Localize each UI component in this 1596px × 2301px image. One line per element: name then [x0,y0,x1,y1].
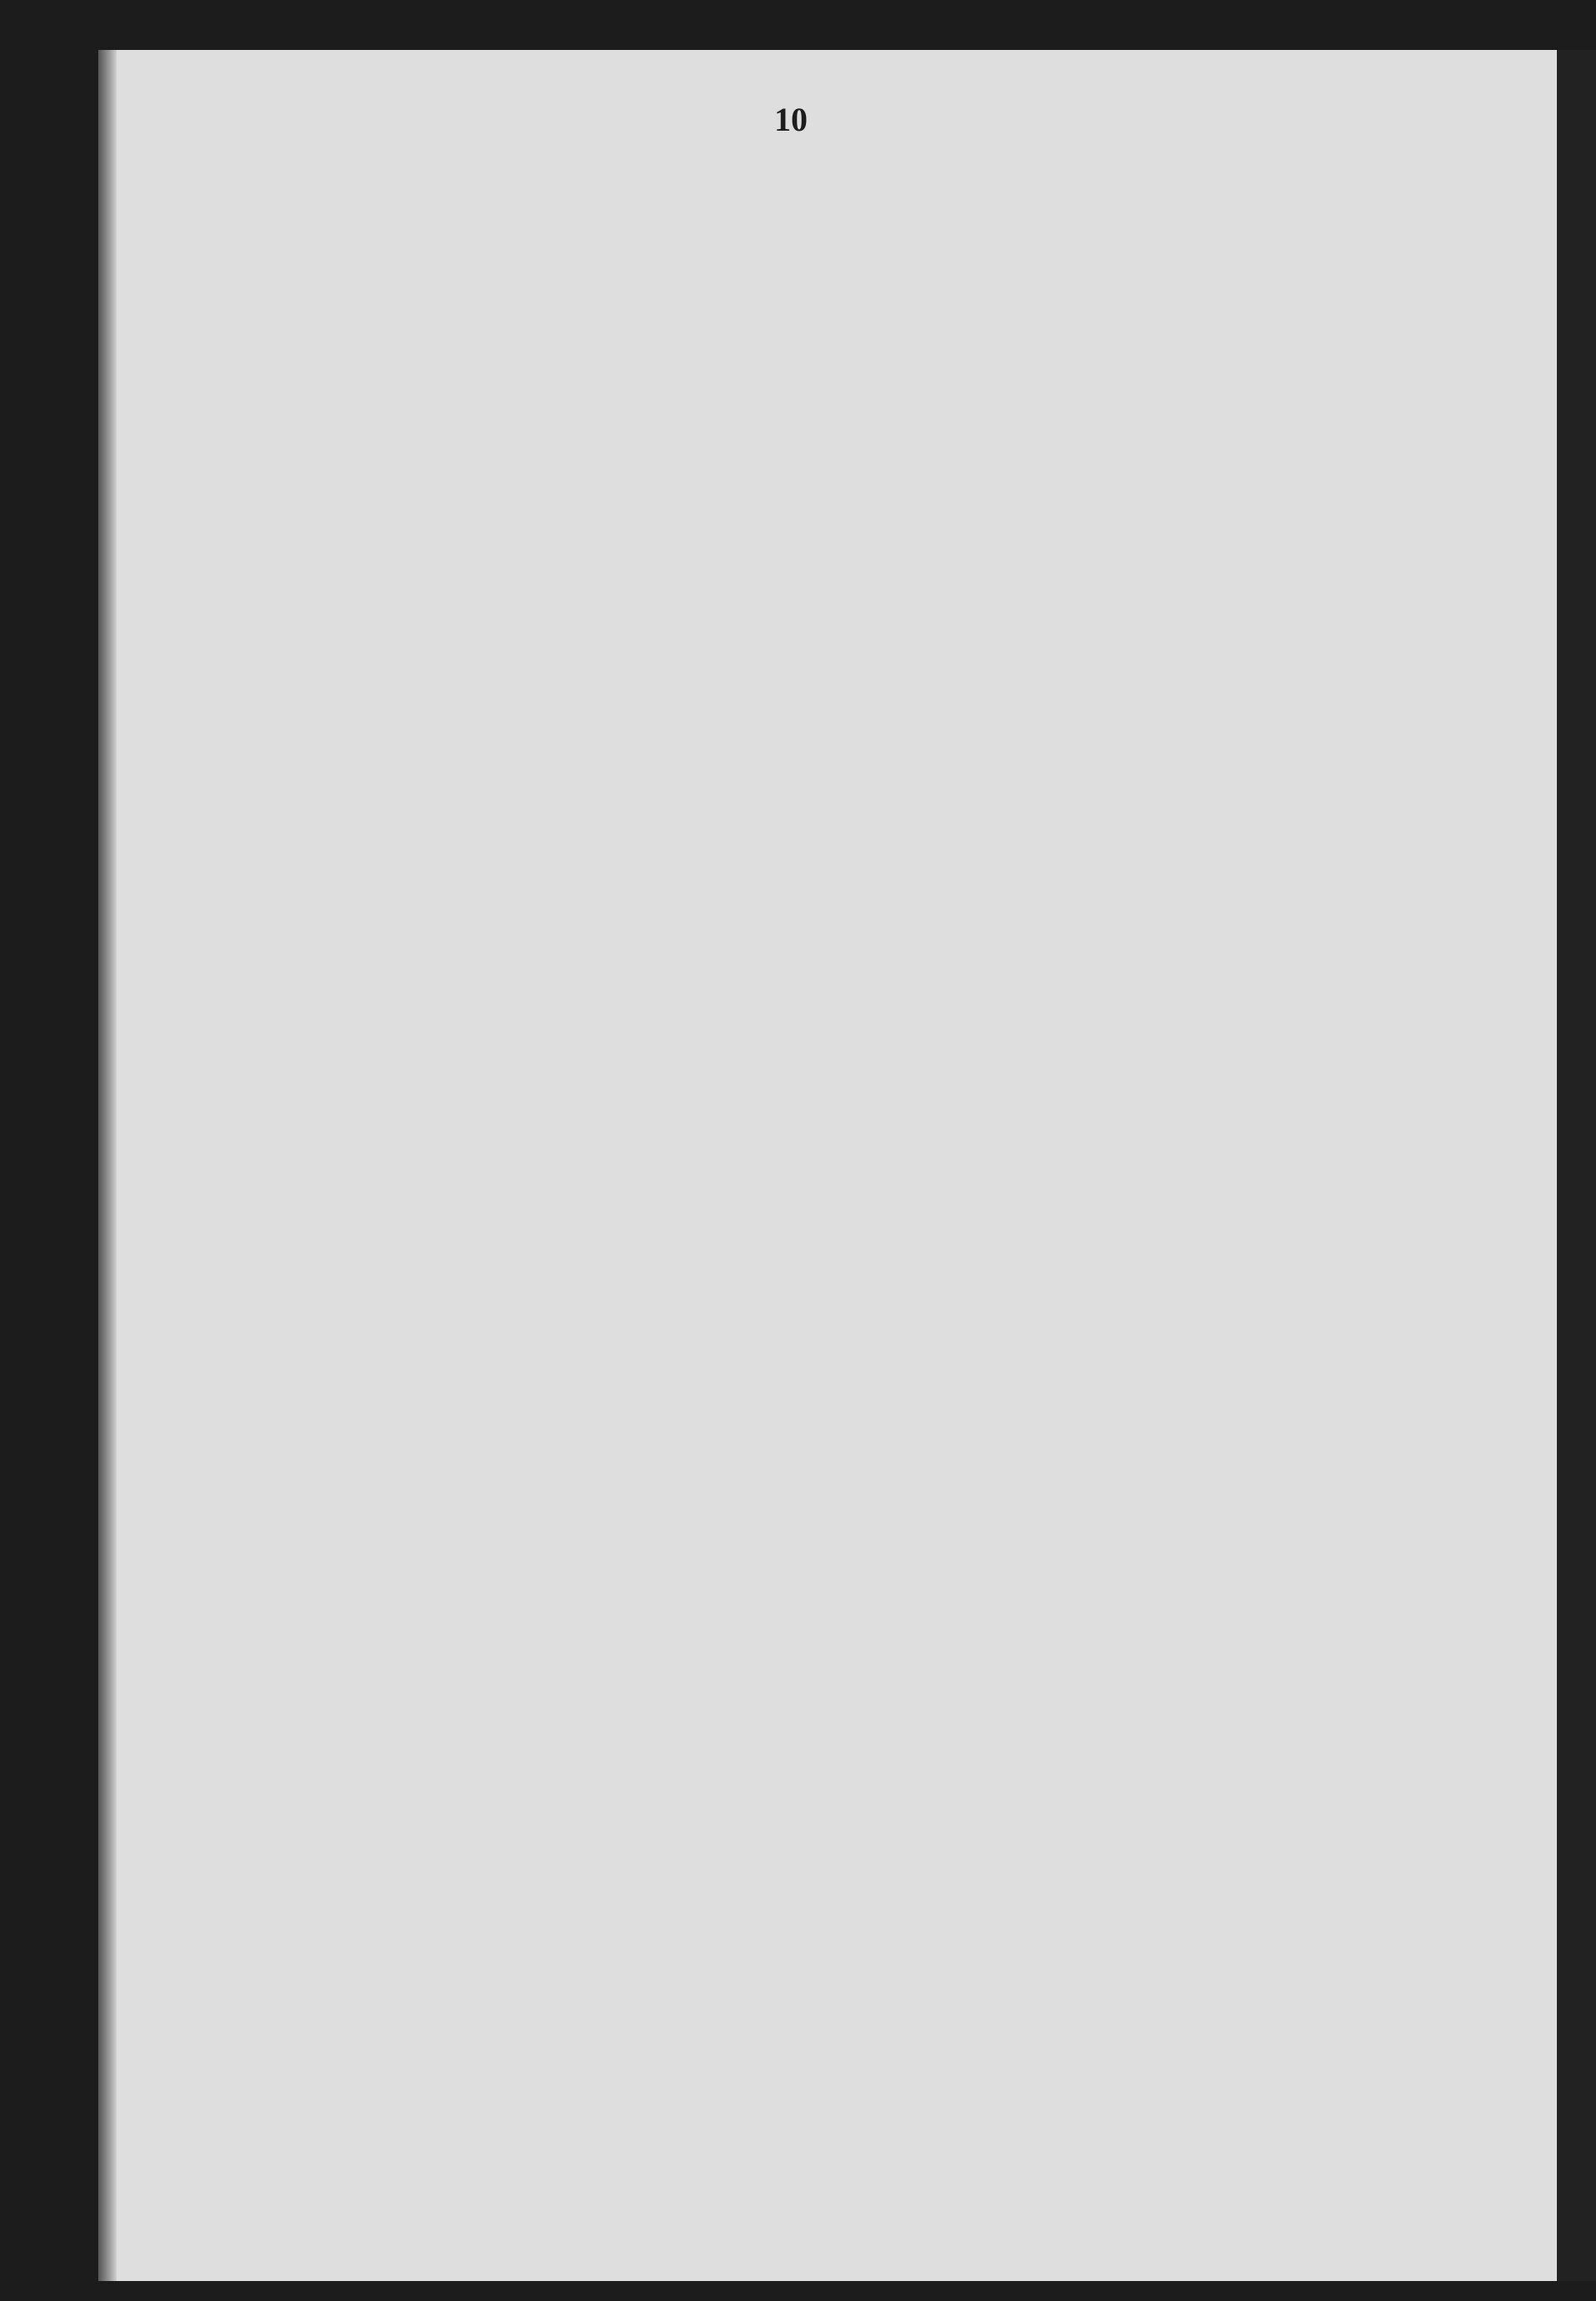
page-number: 10 [774,101,808,138]
scan-left-edge [98,50,117,2281]
scan-right-edge [1557,50,1596,2281]
page-sheet [112,50,1578,2281]
